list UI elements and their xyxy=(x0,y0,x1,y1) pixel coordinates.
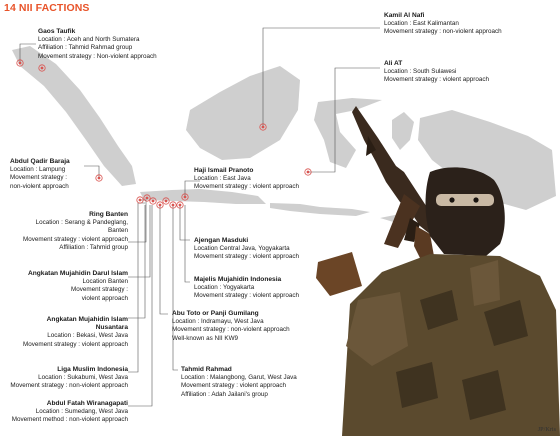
faction-majelis-mujahidin-indonesia xyxy=(194,276,299,301)
faction-abu-toto xyxy=(172,310,290,343)
faction-ali-at xyxy=(384,60,489,85)
faction-detail: Movement method : non-violent approach xyxy=(11,416,128,424)
faction-name: Abu Toto or Panji Gumilang xyxy=(172,310,259,317)
faction-detail: Movement strategy : violent approach xyxy=(194,292,300,300)
faction-name: Abdul Qadir Baraja xyxy=(10,158,70,165)
faction-name: Kamil Al Nafi xyxy=(384,12,425,19)
faction-abdul-fatah-wiranagapati xyxy=(12,400,128,425)
faction-detail: Location : East Kalimantan xyxy=(384,20,459,28)
faction-detail: Location Banten xyxy=(82,278,128,286)
nusa-tenggara-islands xyxy=(270,203,370,216)
faction-name: Angkatan Mujahidin Darul Islam xyxy=(27,270,128,277)
faction-detail: Movement strategy : non-violent approach xyxy=(10,382,128,390)
faction-detail: Well-known as NII KW9 xyxy=(172,334,239,342)
faction-name: Haji Ismail Pranoto xyxy=(194,167,254,174)
faction-detail: Affiliation : Tahmid Rahmad group xyxy=(38,44,133,52)
faction-detail: Location : Yogyakarta xyxy=(194,284,255,292)
faction-liga-muslim-indonesia xyxy=(10,366,128,391)
faction-name: Abdul Fatah Wiranagapati xyxy=(46,400,128,407)
faction-gaos-taufik xyxy=(38,28,157,61)
faction-name: Ali AT xyxy=(384,60,403,67)
faction-detail: Affiliation : Tahmid group xyxy=(59,243,128,251)
faction-name: Ring Banten xyxy=(89,211,128,218)
faction-name: Liga Muslim Indonesia xyxy=(57,366,128,373)
faction-detail: Banten xyxy=(108,227,128,235)
faction-name: Gaos Taufik xyxy=(38,28,76,35)
faction-tahmid-rahmad xyxy=(181,366,297,399)
faction-ajengan-masduki xyxy=(194,237,299,262)
faction-detail: Movement strategy : violent approach xyxy=(22,340,128,348)
faction-name: Angkatan Mujahidin Islam xyxy=(46,316,128,323)
faction-ring-banten xyxy=(23,211,128,252)
faction-detail: Location : Bekasi, West Java xyxy=(47,332,128,340)
kalimantan-island xyxy=(186,66,300,160)
faction-detail: Movement strategy : violent approach xyxy=(194,183,300,191)
faction-detail: Location Central Java, Yogyakarta xyxy=(194,245,290,253)
faction-detail: Movement strategy : violent approach xyxy=(194,253,300,261)
faction-detail: Movement strategy : xyxy=(10,174,68,182)
faction-detail: Location : Aceh and North Sumatera xyxy=(38,36,140,44)
faction-detail: Movement strategy : violent approach xyxy=(22,235,128,243)
faction-kamil-al-nafi xyxy=(384,12,502,37)
faction-detail: Location : Lampung xyxy=(10,166,66,174)
faction-detail: Movement strategy : non-violent approach xyxy=(384,28,502,36)
faction-name-continued: Nusantara xyxy=(95,324,128,332)
faction-detail: Location : South Sulawesi xyxy=(384,68,457,76)
faction-detail: Movement strategy : violent approach xyxy=(384,76,490,84)
faction-detail: Movement strategy : non-violent approach xyxy=(172,326,290,334)
faction-name: Tahmid Rahmad xyxy=(181,366,232,373)
faction-detail: Location : East Java xyxy=(194,175,251,183)
faction-detail: Location : Sukabumi, West Java xyxy=(38,374,128,382)
faction-detail: Location : Serang & Pandeglang, xyxy=(35,219,128,227)
faction-detail: non-violent approach xyxy=(10,182,69,190)
infographic-title: 14 NII FACTIONS xyxy=(4,2,90,14)
faction-detail: violent approach xyxy=(81,294,128,302)
faction-detail: Location : Indramayu, West Java xyxy=(172,318,264,326)
maluku-islands xyxy=(392,112,414,150)
photo-credit: JP/Kris xyxy=(537,426,556,433)
faction-haji-ismail-pranoto xyxy=(194,167,299,192)
faction-detail: Movement strategy : xyxy=(70,286,128,294)
faction-detail: Movement strategy : Non-violent approach xyxy=(38,52,157,60)
faction-detail: Movement strategy : violent approach xyxy=(181,382,287,390)
faction-detail: Location : Sumedang, West Java xyxy=(35,408,128,416)
faction-detail: Location : Malangbong, Garut, West Java xyxy=(181,374,297,382)
faction-name: Ajengan Masduki xyxy=(194,237,249,244)
faction-abdul-qadir-baraja xyxy=(10,158,70,191)
faction-angkatan-mujahidin-islam-nusantara xyxy=(23,316,128,349)
faction-angkatan-mujahidin-darul-islam xyxy=(28,270,128,303)
faction-detail: Affiliation : Adah Jailani's group xyxy=(181,390,268,398)
faction-name: Majelis Mujahidin Indonesia xyxy=(194,276,282,283)
